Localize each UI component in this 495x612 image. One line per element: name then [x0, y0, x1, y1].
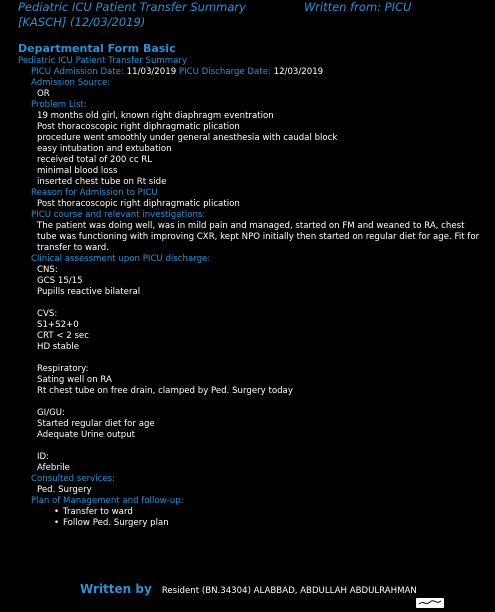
form-content	[18, 42, 488, 529]
plan-item	[18, 518, 488, 529]
author-name: Resident (BN.34304) ALABBAD, ABDULLAH ABDULRAHMAN	[161, 586, 417, 596]
assessment-label: Clinical assessment upon PICU discharge:	[31, 254, 211, 264]
problem-list-item: received total of 200 cc RL	[37, 155, 153, 165]
plan-item-text: Follow Ped. Surgery plan	[63, 518, 169, 528]
form-subtitle: Pediatric ICU Patient Transfer Summary	[18, 56, 188, 66]
problem-list-item: minimal blood loss	[37, 166, 118, 176]
problem-list-item: Post thoracoscopic right diphragmatic plication	[37, 122, 240, 132]
discharge-date-value: 12/03/2019	[273, 67, 324, 77]
plan-label: Plan of Management and follow-up:	[31, 496, 184, 506]
admission-source-value: OR	[37, 89, 50, 99]
id-afebrile: Afebrile	[37, 463, 70, 473]
document-header	[18, 0, 488, 30]
gigu-diet: Started regular diet for age	[37, 419, 155, 429]
reason-label: Reason for Admission to PICU	[31, 188, 158, 198]
written-by-label: Written by	[80, 582, 152, 596]
admission-date-value: 11/03/2019	[126, 67, 177, 77]
id-heading: ID:	[37, 452, 50, 462]
problem-list-label: Problem List:	[31, 100, 87, 110]
plan-item	[18, 507, 488, 518]
problem-list-item: 19 months old girl, known right diaphragm eventration	[37, 111, 274, 121]
consulted-label: Consulted services:	[31, 474, 116, 484]
cvs-heading: CVS:	[37, 309, 58, 319]
gigu-heading: GI/GU:	[37, 408, 65, 418]
cvs-hd: HD stable	[37, 342, 80, 352]
problem-list-item: procedure went smoothly under general anesthesia with caudal block	[37, 133, 338, 143]
respiratory-chest-tube: Rt chest tube on free drain, clamped by Ped. Surgery today	[37, 386, 293, 396]
signature-image	[416, 598, 444, 608]
form-title: Departmental Form Basic	[18, 42, 176, 55]
picu-dates	[18, 67, 488, 78]
admission-source-label: Admission Source:	[31, 78, 111, 88]
respiratory-sating: Sating well on RA	[37, 375, 112, 385]
consulted-value: Ped. Surgery	[37, 485, 92, 495]
written-from: Written from: PICU	[304, 0, 412, 14]
admission-date-label: PICU Admission Date:	[31, 67, 124, 77]
bullet-icon: •	[54, 507, 60, 517]
reason-value: Post thoracoscopic right diphragmatic plication	[37, 199, 240, 209]
gigu-urine: Adequate Urine output	[37, 430, 136, 440]
course-text: The patient was doing well, was in mild pain and managed, started on FM and weaned to RA, chest tube was functioning with improving CXR, kept NPO initially then started on regular diet for age. Fit for transfer to ward.	[37, 221, 480, 253]
footer-signature	[80, 584, 480, 597]
problem-list-item: inserted chest tube on Rt side	[37, 177, 167, 187]
cvs-crt: CRT < 2 sec	[37, 331, 89, 341]
course-label: PICU course and relevant investigations:	[31, 210, 206, 220]
cvs-heart-sounds: S1+S2+0	[37, 320, 79, 330]
header-subtitle: [KASCH] (12/03/2019)	[18, 15, 146, 29]
problem-list-item: easy intubation and extubation	[37, 144, 172, 154]
header-title: Pediatric ICU Patient Transfer Summary	[18, 0, 246, 14]
bullet-icon: •	[54, 518, 60, 528]
cns-pupils: Pupills reactive bilateral	[37, 287, 141, 297]
respiratory-heading: Respiratory:	[37, 364, 89, 374]
cns-heading: CNS:	[37, 265, 58, 275]
discharge-date-label: PICU Discharge Date:	[178, 67, 271, 77]
cns-gcs: GCS 15/15	[37, 276, 83, 286]
plan-item-text: Transfer to ward	[63, 507, 133, 517]
